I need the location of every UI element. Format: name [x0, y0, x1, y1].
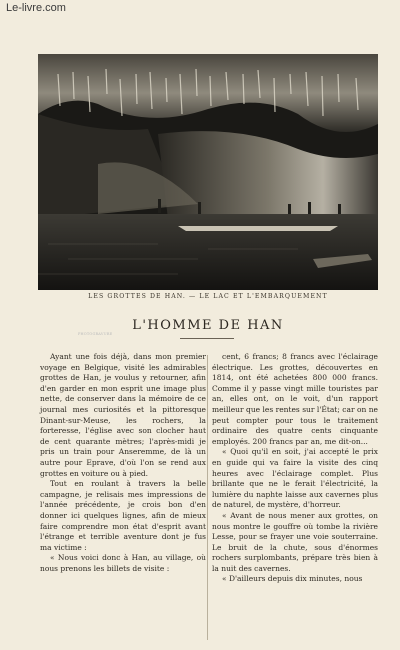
cave-lake-image — [38, 54, 378, 290]
paragraph: cent, 6 francs; 8 francs avec l'éclairage électrique. Les grottes, découvertes en 1814, ont été achetées 800 000 francs. Comme il y passe vingt mille touristes par an, elles ont, on le voit, d'un rapport meilleur que les rentes sur l'État; car on ne peut compter pour tous le traitement ordinaire des quatre cents cinquante employés. 200 francs par an, me dit-on... — [212, 352, 378, 446]
paragraph: « Quoi qu'il en soit, j'ai accepté le prix en guide qui va faire la visite des cinq heures avec l'éclairage complet. Plus brillante que ne le ferait l'électricité, la lumière du naphte laisse aux cavernes plus de naturel, de mystère, d'horreur. — [212, 447, 378, 510]
photo-credit: PHOTOGRAVURE — [78, 332, 113, 336]
article-title: L'HOMME DE HAN — [132, 318, 284, 333]
column-divider — [207, 355, 208, 640]
right-column — [212, 352, 378, 585]
title-rule — [180, 338, 234, 339]
paragraph: Tout en roulant à travers la belle campagne, je relisais mes impressions de l'année précédente, je crois bon d'en donner ici quelques lignes, afin de mieux faire comprendre mon état d'esprit avant l'étrange et terrible aventure dont je fus ma victime : — [40, 479, 206, 552]
photo-caption: LES GROTTES DE HAN. — LE LAC ET L'EMBARQUEMENT — [88, 293, 328, 300]
site-watermark: Le-livre.com — [6, 2, 66, 14]
left-column — [40, 352, 206, 574]
paragraph: « Avant de nous mener aux grottes, on nous montre le gouffre où tombe la rivière Lesse, pour se frayer une voie souterraine. Le bruit de la chute, sous d'énormes rochers surplombants, prépare très bien à la nuit des cavernes. — [212, 510, 378, 573]
paragraph: « Nous voici donc à Han, au village, où nous prenons les billets de visite : — [40, 553, 206, 573]
paragraph: Ayant une fois déjà, dans mon premier voyage en Belgique, visité les admirables grottes de Han, je voulus y retourner, afin d'en garder en mon esprit une image plus nette, de conserver dans la mémoire de ce journal mes curiosités et la pittoresque Dinant-sur-Meuse, les rochers, la forteresse, l'église avec son clocher haut de cent quarante mètres; l'après-midi je pris un train pour Anseremme, de là un autre pour Eprave, d'où l'on se rend aux grottes en voiture ou à pied. — [40, 352, 206, 478]
paragraph: « D'ailleurs depuis dix minutes, nous — [222, 574, 363, 584]
